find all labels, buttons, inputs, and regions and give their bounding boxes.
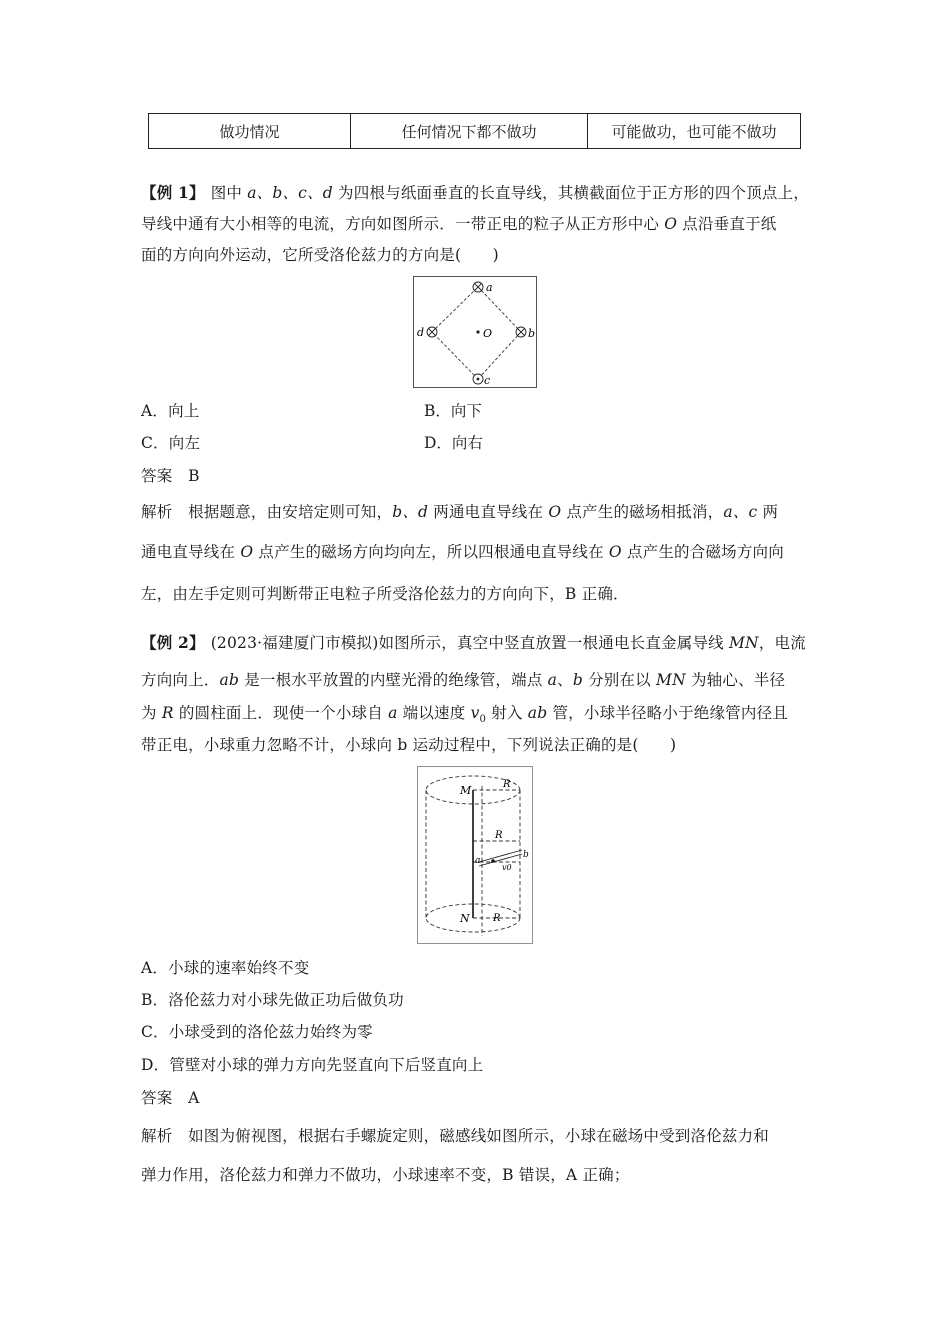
- center-point-O: [476, 330, 479, 333]
- ex2-option-d: D．管壁对小球的弹力方向先竖直向下后竖直向上: [141, 1056, 484, 1074]
- ex2-tag: 【例 2】: [141, 633, 205, 652]
- ex1-analysis-line1: 解析 根据题意，由安培定则可知，b、d 两通电直导线在 O 点产生的磁场相抵消，a、c 两: [141, 503, 779, 521]
- ex1-analysis-line3: 左，由左手定则可判断带正电粒子所受洛伦兹力的方向向下，B 正确．: [141, 585, 629, 603]
- table-cell: 任何情况下都不做功: [351, 114, 588, 149]
- label-O: O: [483, 327, 493, 340]
- ex2-question-line1: 【例 2】 (2023·福建厦门市模拟)如图所示，真空中竖直放置一根通电长直金属导线 MN，电流: [141, 633, 806, 652]
- ex1-question-line1: 【例 1】 图中 a、b、c、d 为四根与纸面垂直的长直导线，其横截面位于正方形的四个顶点上，: [141, 183, 810, 202]
- ex2-answer: 答案 A: [141, 1089, 200, 1107]
- table-row: [149, 114, 801, 149]
- ex2-option-a: A．小球的速率始终不变: [141, 959, 310, 977]
- label-R-top: R: [503, 779, 511, 790]
- label-M: M: [460, 784, 472, 797]
- label-c: c: [484, 374, 491, 387]
- label-a: a: [486, 281, 493, 294]
- label-N: N: [460, 912, 470, 925]
- ex1-option-b: B．向下: [424, 402, 482, 420]
- ex1-question-line2: 导线中通有大小相等的电流，方向如图所示．一带正电的粒子从正方形中心 O 点沿垂直于纸: [141, 215, 777, 233]
- ex1-analysis-line2: 通电直导线在 O 点产生的磁场方向均向左，所以四根通电直导线在 O 点产生的合磁场方向向: [141, 543, 784, 561]
- ball-icon: [491, 859, 495, 863]
- figure-frame: [418, 767, 533, 944]
- ex2-question-line2: 方向向上．ab 是一根水平放置的内壁光滑的绝缘管，端点 a、b 分别在以 MN 为轴心、半径: [141, 671, 786, 689]
- ex1-figure: [413, 276, 537, 388]
- ex1-option-c: C．向左: [141, 434, 201, 452]
- wire-a-into-page-icon: [473, 282, 483, 292]
- ex1-option-d: D．向右: [424, 434, 483, 452]
- table-cell: 做功情况: [149, 114, 351, 149]
- label-R-bottom: R: [493, 913, 501, 924]
- ex2-analysis-line1: 解析 如图为俯视图，根据右手螺旋定则，磁感线如图所示，小球在磁场中受到洛伦兹力和: [141, 1127, 770, 1145]
- wire-d-into-page-icon: [427, 327, 437, 337]
- ex2-analysis-line2: 弹力作用，洛伦兹力和弹力不做功，小球速率不变，B 错误，A 正确；: [141, 1166, 630, 1184]
- ex2-option-c: C．小球受到的洛伦兹力始终为零: [141, 1023, 373, 1041]
- label-v0: v0: [502, 863, 512, 872]
- table-cell: 可能做功，也可能不做功: [588, 114, 801, 149]
- label-b: b: [523, 850, 529, 860]
- square-outline: [432, 287, 521, 379]
- ex1-answer: 答案 B: [141, 467, 200, 485]
- wire-c-out-of-page-icon: [473, 374, 483, 384]
- ex2-option-b: B．洛伦兹力对小球先做正功后做负功: [141, 991, 404, 1009]
- ex2-question-line4: 带正电，小球重力忽略不计，小球向 b 运动过程中，下列说法正确的是( ): [141, 736, 677, 754]
- ex1-question-line3: 面的方向向外运动，它所受洛伦兹力的方向是( ): [141, 246, 499, 264]
- label-d: d: [417, 326, 425, 339]
- label-b: b: [528, 327, 536, 340]
- label-R-mid: R: [495, 830, 503, 841]
- ex1-tag: 【例 1】: [141, 183, 205, 202]
- wire-b-into-page-icon: [516, 327, 526, 337]
- ex2-figure: [417, 766, 533, 944]
- label-a: a: [475, 856, 481, 866]
- work-table: [148, 113, 801, 149]
- ex2-question-line3: 为 R 的圆柱面上．现使一个小球自 a 端以速度 $v_0$ 射入 ab 管，小球半径略小于绝缘管内径且: [141, 704, 788, 726]
- ex1-option-a: A．向上: [141, 402, 200, 420]
